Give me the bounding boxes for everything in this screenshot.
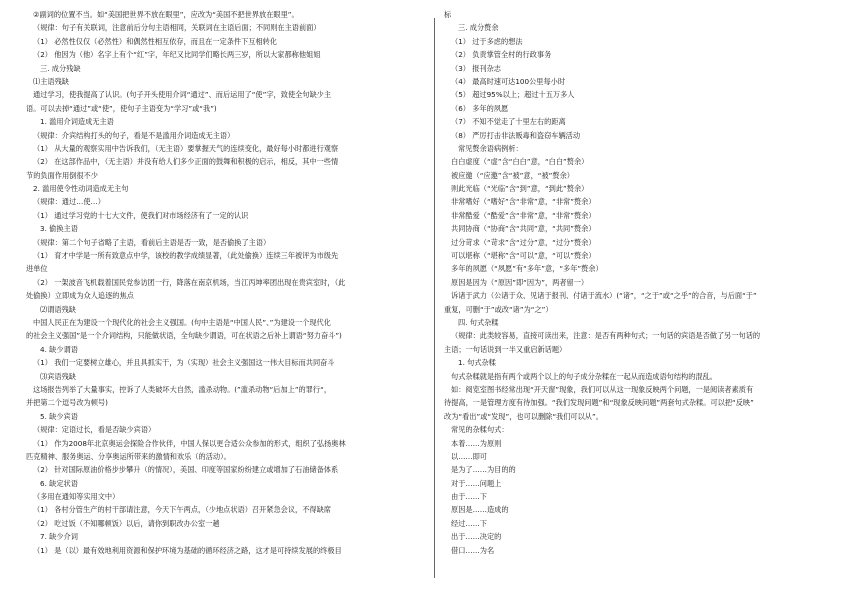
text-line: （1） 是（以）最有效地利用资源和保护环境为基础的循环经济之路，这才是可持续发展的终极目 bbox=[33, 545, 342, 555]
column-divider bbox=[434, 18, 435, 578]
text-line: 如：阅览室图书经常出现“开天窗”现象，我们可以从这一现象反映两个问题，一是阅读者素质有 bbox=[451, 384, 754, 394]
text-line: 处偷换）立即成为众人追逐的焦点 bbox=[26, 291, 134, 301]
text-line: （1） 育才中学是一所有致意点中学，该校的教学成绩显著，（此处偷换）连续三年被评为市级先 bbox=[33, 251, 339, 261]
text-line: 本着……为原则 bbox=[451, 438, 502, 448]
text-line: 7. 缺少介词 bbox=[40, 532, 78, 542]
text-line: （1） 过于多虑的想法 bbox=[451, 36, 523, 46]
text-line: 非常酷爱（“酷爱”含“非常”意，“非常”赘余） bbox=[451, 210, 596, 220]
text-line: 则此光临（“光临”含“到”意，“到此”赘余） bbox=[451, 184, 589, 194]
text-line: ②副词的位置不当。如“美国把世界不放在眼里”，应改为“美国不把世界放在眼里”。 bbox=[33, 10, 299, 19]
text-line: （规律：通过…使…） bbox=[33, 197, 105, 207]
text-line: 常见赘余语病例析： bbox=[458, 143, 523, 153]
text-line: （规律：此类较容易，直接可读出来，注意：是否有两种句式；一句话的宾语是否做了另一句话的 bbox=[451, 331, 761, 341]
text-line: 经过……下 bbox=[451, 518, 487, 528]
text-line: 多年的夙愿（“夙愿”有“多年”意，“多年”赘余） bbox=[451, 264, 603, 274]
text-line: 匹克精神、服务奥运、分享奥运所带来的激情和欢乐（的活动）。 bbox=[26, 451, 231, 461]
text-line: 三. 成分赘余 bbox=[458, 23, 499, 33]
text-line: 中国人民正在为建设一个现代化的社会主义强国。(句中主语是“中国人民”、”为建设一个现代化 bbox=[33, 317, 331, 327]
text-line: （规律：第二个句子省略了主语，看前后主语是否一致，是否偷换了主语） bbox=[33, 237, 271, 247]
text-line: 1. 滥用介词造成无主语 bbox=[40, 117, 114, 127]
text-line: （1） 通过学习党的十七大文件，使我们对市场经济有了一定的认识 bbox=[33, 210, 249, 220]
text-line: 过分苛求（“苛求”含“过分”意，“过分”赘余） bbox=[451, 237, 596, 247]
text-line: 由于……下 bbox=[451, 492, 487, 502]
text-line: （4） 最高时速可达100公里每小时 bbox=[451, 76, 566, 86]
text-line: （3） 报刊杂志 bbox=[451, 63, 501, 73]
text-line: 1. 句式杂糅 bbox=[458, 358, 496, 368]
text-line: （2） 在这部作品中，（无主语）并没有给人们多少正面的鼓舞和积极的启示，相反，其中一些情 bbox=[33, 157, 339, 167]
text-line: 对于……问题上 bbox=[451, 478, 502, 488]
text-line: 白白虚度（“虚”含“白白”意，“白白”赘余） bbox=[451, 157, 589, 167]
text-line: 2. 滥用使令性动词造成无主句 bbox=[33, 184, 129, 194]
text-line: （7） 不知不觉走了十里左右的距离 bbox=[451, 117, 566, 127]
text-line: （多用在通知等实用文中） bbox=[33, 492, 120, 502]
text-line: （1） 必然性仅仅（必然性）和偶然性相互依存，而且在一定条件下互相转化 bbox=[33, 36, 278, 46]
text-line: 并把第二个逗号改为顿号) bbox=[26, 398, 108, 408]
left-column bbox=[26, 8, 426, 557]
text-line: 通过学习，使我提高了认识。(句子开头使用介词“通过”、而后运用了“使”字，致使全句缺少主 bbox=[33, 90, 332, 100]
text-line: 借口……为名 bbox=[451, 545, 495, 555]
text-line: 待提高，一是管理方度有待加强。“我们发现问题”和“现象反映问题”两套句式杂糅。可以把“反映” bbox=[444, 398, 754, 408]
text-line: 以……即可 bbox=[451, 451, 487, 461]
text-line: （2） 针对国际原油价格步步攀升（的情况），美国、印度等国家纷纷建立或增加了石油储备体系 bbox=[33, 465, 339, 475]
text-line: （6） 多年的夙愿 bbox=[451, 103, 509, 113]
text-line: （2） 吃过饭（不知哪顿饭）以后，请你到职改办公室一趟 bbox=[33, 518, 220, 528]
text-line: 主语；一句话说到一半又重启新话题） bbox=[444, 344, 567, 354]
text-line: 进单位 bbox=[26, 264, 48, 274]
text-line: 原因是……造成的 bbox=[451, 505, 509, 515]
text-line: 出于……决定的 bbox=[451, 532, 502, 542]
text-line: 这场报告列举了大量事实，控诉了人类破坏大自然，滥杀动物。(”滥杀动物“后加上”的罪行“， bbox=[33, 384, 332, 394]
text-line: （规律：句子有关联词，注意前后分句主语相同，关联词在主语后面；不同则在主语前面） bbox=[33, 23, 321, 33]
text-line: （2） 他因为（他）名字上有个“红”字，年纪又比同学们略长两三岁，所以大家都称他姐姐 bbox=[33, 50, 321, 60]
text-line: 4. 缺少谓语 bbox=[40, 344, 78, 354]
text-line: 四. 句式杂糅 bbox=[458, 317, 499, 327]
text-line: （规律：定语过长，看是否缺少宾语） bbox=[33, 425, 156, 435]
text-line: 的社会主义强国”是一个介词结构，只能做状语，全句缺少谓语，可在状语之后补上谓语“努力奋斗”) bbox=[26, 331, 342, 341]
text-line: （1） 各村分管生产的村干部请注意，今天下午两点，（少地点状语）召开紧急会议，不得缺席 bbox=[33, 505, 331, 515]
text-line: 重复，可删“于”或改“诸”为“之”） bbox=[444, 304, 553, 314]
text-line: 共同协商（“协商”含“共同”意，“共同”赘余） bbox=[451, 224, 596, 234]
text-line: （1） 我们一定要树立雄心，并且具抓实干，为（实现）社会主义强国这一伟大目标而共同奋斗 bbox=[33, 358, 335, 368]
text-line: ⑶宾语残缺 bbox=[40, 371, 76, 381]
text-line: 3. 偷换主语 bbox=[40, 224, 78, 234]
text-line: （规律：介宾结构打头的句子，看是不是滥用介词造成无主语） bbox=[33, 130, 235, 140]
text-line: （8） 严厉打击非法贩毒和盗窃车辆活动 bbox=[451, 130, 581, 140]
text-line: 诉诸于武力（公诸于众、见诸于报刊、付诸于流水）(“诸”，“之于”或“之乎”的合音，与后面“于” bbox=[451, 291, 757, 301]
right-column bbox=[444, 8, 840, 557]
text-line: 三. 成分残缺 bbox=[40, 63, 81, 73]
text-line: 可以堪称（“堪称”含“可以”意，“可以”赘余） bbox=[451, 251, 596, 261]
text-line: ⑵谓语残缺 bbox=[40, 304, 76, 314]
text-line: 被应邀（“应邀”含“被”意，“被”赘余） bbox=[451, 170, 574, 180]
text-line: （1） 从大量的观察实用中告诉我们，（无主语）要掌握天气的连续变化，最好每小时都进行观察 bbox=[33, 143, 339, 153]
text-line: 6. 缺定状语 bbox=[40, 478, 78, 488]
text-line: 5. 缺少宾语 bbox=[40, 411, 78, 421]
text-line: （2） 负责掌管全村的行政事务 bbox=[451, 50, 552, 60]
text-line: 节的负面作用倒很不少 bbox=[26, 170, 98, 180]
text-line: （5） 超过95%以上；超过十五万多人 bbox=[451, 90, 575, 100]
text-line: 非常嗜好（“嗜好”含“非常”意，“非常”赘余） bbox=[451, 197, 596, 207]
text-line: 语。可以去掉“通过”或“使”，使句子主语变为“学习”或“我”) bbox=[26, 103, 217, 113]
text-line: （1） 作为2008年北京奥运会探险合作伙伴，中国人保以更合适公众参加的形式，组织了弘扬奥林 bbox=[33, 438, 346, 448]
text-line: 标 bbox=[444, 10, 452, 19]
text-line: 是为了……为目的的 bbox=[451, 465, 516, 475]
text-line: 改为“看出”或“发现”，也可以删除“我们可以从”。 bbox=[444, 411, 603, 421]
text-line: 原因是因为（“原因”即“因为”，两者留一） bbox=[451, 277, 589, 287]
text-line: 句式杂糅就是指有两个或两个以上的句子成分杂糅在一起从而造成语句结构的混乱。 bbox=[451, 371, 717, 381]
text-line: （2） 一架波音飞机载着国民党参访团一行，降落在南京机场，当江丙坤率团出现在贵宾室时，（此 bbox=[33, 277, 346, 287]
text-line: 常见的杂糅句式： bbox=[451, 425, 509, 435]
text-line: ⑴主语残缺 bbox=[33, 76, 69, 86]
